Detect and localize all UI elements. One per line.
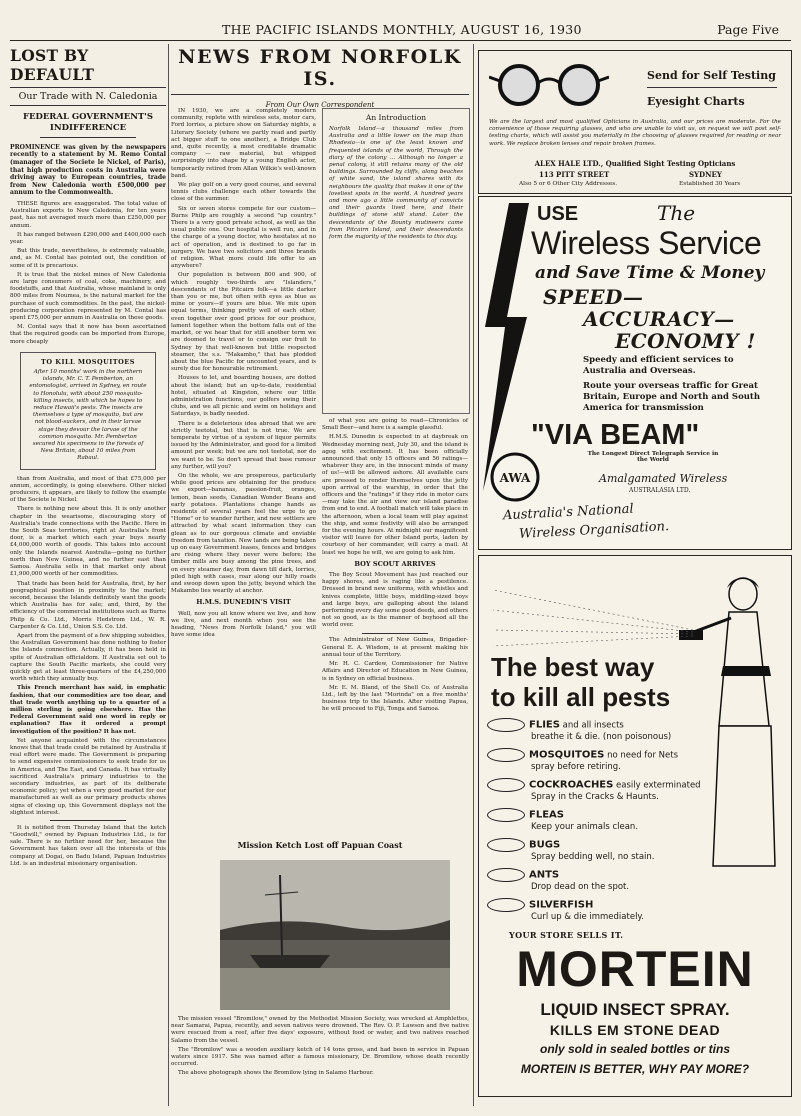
column-divider xyxy=(168,44,169,1106)
paragraph: That trade has been held for Australia, first, by her geographical position in proximity to the market; second, because the Islands definitely want the goods which Australia has for sale; and, third, by the efficiency of the commercial institutions such as Burns Philp & Co. Ltd., Morris Hedstrom Ltd., W. R. Carpenter & Co. Ltd., Union S.S. Co. Ltd. xyxy=(10,580,166,630)
pest-ants xyxy=(487,868,629,892)
paragraph: H.M.S. Dunedin is expected in at daybreak on Wednesday morning next, July 30, and the island is agog with excitement. It has been officially announced that only 15 officers and 56 ratings—whatever they are, in the innocent minds of many of us!—will be allowed ashore. All available cars are pressed to render themselves upon the jetty upon arrival of the warship, in order that the officers and the "ratings" if they ride in motor cars—may take the air and view our island paradise from end to end. A football match will take place in the afternoon, when a local team will play against the ship, and some festivity will also be arranged for the evening hours. At midnight our magnificent visitor will leave for other Island ports, laden by courtesy of her commander, will carry a mail. At least we hope he will, we are going to ask him. xyxy=(322,434,468,556)
paragraph: The Boy Scout Movement has just reached our happy shores, and is raging like a pestilence. Dressed in brand new uniforms, with whistles and knives complete, little boys, middling-sized boys and large boys, are galloping about the island performing every day some good deeds, and others not so good, as is the manner of boyhood all the world over. xyxy=(322,572,468,629)
pest-flies xyxy=(487,718,671,742)
box-text: Norfolk Island—a thousand miles from Australia and a little lower on the map than Rhodesia—is one of the least known and frequented islands of the world, Through the diary of the colony ... Although no longer a penal colony, it still retains many of the old buildings. Surrounded by cliffs, along beaches of white sand, the island shares with its neighbours the quality that makes it one of the loveliest spots in the world. A hundred years and more ago a little community of convicts and their guards lived here, and their buildings of stone still stand. Later the descendants of the Bounty mutineers came from Pitcairn Island, and their descendants form the majority of the residents to this day. xyxy=(329,126,463,241)
pest-text: Spray in the Cracks & Haunts. xyxy=(531,792,659,802)
publication-title: THE PACIFIC ISLANDS MONTHLY, AUGUST 16, 1930 xyxy=(222,22,582,37)
ad-also: Also 5 or 6 Other City Addresses. xyxy=(519,181,618,187)
headline: LOST BY DEFAULT xyxy=(10,46,95,84)
better-line: MORTEIN IS BETTER, WHY PAY MORE? xyxy=(520,1062,750,1076)
pest-silverfish xyxy=(487,898,644,922)
ad-speed: SPEED— xyxy=(543,285,644,309)
beam-subtitle: The Longest Direct Telegraph Service in the World xyxy=(587,451,719,463)
paragraph: But this trade, nevertheless, is extremely valuable, and, as M. Contal has pointed out, the condition of some of it is precarious. xyxy=(10,248,166,269)
pest-text: spray before retiring. xyxy=(531,762,621,772)
page-number: Page Five xyxy=(717,22,779,37)
pest-text: Spray bedding well, no stain. xyxy=(531,852,655,862)
product-name: LIQUID INSECT SPRAY. xyxy=(540,1000,730,1019)
pest-name: COCKROACHES xyxy=(529,779,614,791)
paragraph: Our population is between 800 and 900, of which roughly two-thirds are "Islanders," descendants of the Pitcairn folk—a little darker than you or me, but often with eyes as blue as mine or yours—if yours are blue. We mix upon equal terms, thinking pretty well of each other, even together over good prices for our produce, lament together when the bottom falls out of the market, or we hear that for still another term we are doomed to travel or to consign our fruit to Sydney by that well-known but little respected steamer, the s.s. "Makambo," that has plodded about the blue Pacific for uncounted years, and is surely due for honourable retirement. xyxy=(171,272,316,373)
section-heading: BOY SCOUT ARRIVES xyxy=(354,559,436,568)
pest-icon xyxy=(487,778,525,792)
ad-established: Established 30 Years xyxy=(679,181,741,187)
company-sub: AUSTRALASIA LTD. xyxy=(629,487,691,494)
paragraph: This French merchant has said, in emphatic fashion, that our commodities are too dear, and that trade worth anything up to a quarter of a million sterling is going elsewhere. Has the Federal Government said one word in reply or explanation? Has it ordered a prompt investigation of the position? It has not. xyxy=(10,685,166,735)
ketch-photo xyxy=(220,860,450,1010)
article-lost-by-default xyxy=(10,46,166,870)
paragraph: Mr. E. M. Bland, of the Shell Co. of Australia Ltd., left by the last "Morinda" on a five months' business trip to the Islands. After visiting Papua, he will proceed to Fiji, Tonga and Samoa. xyxy=(322,684,468,713)
awa-logo-text: AWA xyxy=(499,471,531,485)
box-title: TO KILL MOSQUITOES xyxy=(41,357,135,366)
pest-text: no need for Nets xyxy=(607,750,679,761)
optician-ad xyxy=(478,50,792,194)
ad-address: 113 PITT STREET xyxy=(539,170,610,179)
spray-mist-illustration xyxy=(493,580,693,650)
kills-line: KILLS EM STONE DEAD xyxy=(549,1022,721,1038)
norfolk-column-b xyxy=(322,418,468,716)
ad-body: We are the largest and most qualified Opticians in Australia, and our prices are moderate. For the convenience of those requiring glasses, and who are unable to visit us, on request we will post self-testing charts, which will assist you materially in the choosing of glasses required for reading or near work. We replace broken lenses and repair broken frames. xyxy=(489,119,781,147)
caption-text: The above photograph shows the Bromilow lying in Salamo Harbour. xyxy=(178,1070,374,1077)
lede-paragraph: PROMINENCE was given by the newspapers recently to a statement by M. Remo Contal (manager of the Societe le Nickel, of Paris), that high production costs in Australia were driving away to European countries, trade from New Caledonia worth £500,000 per annum to the Commonwealth. xyxy=(10,143,166,197)
mortein-ad xyxy=(478,555,792,1097)
caption-text: The mission vessel "Bromilow," owned by the Methodist Mission Society, was wrecked at Amphlettes, near Samarai, Papua, recently, and seven natives were drowned. The Rev. O. P. Lawson and five native were rescued from a reef, after five days' exposure, without food or water, and two natives reached Salamo from the vessel. xyxy=(171,1016,469,1044)
paragraph: We play golf on a very good course, and several tennis clubs challenge each other towards the close of the summer. xyxy=(171,182,316,203)
column-divider xyxy=(473,44,474,1106)
paragraph: than from Australia, and most of that £75,000 per annum, accordingly, is going elsewhere. Other nickel producers, it appears, are likely to follow the example of the Societe le Nickel. xyxy=(10,475,166,504)
paragraph: THESE figures are exaggerated. The total value of Australian exports to New Caledonia, for ten years past, has not averaged much more than £250,000 per annum. xyxy=(10,200,166,229)
ad-title: Wireless Service xyxy=(531,225,762,261)
pest-text: easily exterminated xyxy=(616,780,701,791)
pest-icon xyxy=(487,838,525,852)
paragraph: Six or seven stores compete for our custom—Burns Philp are roughly a second "up country." There is a very good private school, as well as the usual public one. Our hospital is well run, and in the charge of a young doctor, who hesitates at no act of operation, and is destined to go far in surgery. We have two solicitors and three brands of religion. What more could life offer to an anywhere? xyxy=(171,205,316,270)
store-line: YOUR STORE SELLS IT. xyxy=(509,930,624,940)
divider xyxy=(10,87,166,88)
pest-icon xyxy=(487,718,525,732)
pest-name: FLIES xyxy=(529,719,560,731)
divider xyxy=(362,633,428,634)
ad-use: USE xyxy=(537,203,579,225)
paragraph: It is notified from Thursday Island that the ketch "Goodwill," owned by Papuan Industries Ltd., is for sale. There is no further need for her, because the Government has taken over all the interests of this company at Dogai, on Badu Island, Papuan Industries Ltd. is an industrial missionary organisation. xyxy=(10,824,166,867)
byline: From Our Own Correspondent xyxy=(265,101,375,109)
paragraph: Well, now you all know where we live, and how we live, and next month when you see the heading, "News from Norfolk Island," you will have some idea xyxy=(171,610,316,639)
company-name: Amalgamated Wireless xyxy=(599,472,728,485)
pest-icon xyxy=(487,898,525,912)
wireless-ad xyxy=(478,196,792,550)
paragraph: Apart from the payment of a few shipping subsidies, the Australian Government has done nothing to foster the Islands connection. Actually, it has been held in spite of Australian officialdom. If Australia set out to capture the South Pacific markets, she could very quickly get at least three-quarters of the £4,250,000 worth which they annually buy. xyxy=(10,632,166,683)
paragraph: On the whole, we are prosperous, particularly while good prices are obtaining for the produce we export—bananas, passion-fruit, oranges, lemon, bean seeds, Canadian Wonder Beans and early potatoes. Plantations change hands as residents of several years feel the urge to go "Home" or to wander further, and new settlers are attracted by what scant information they can glean as to our gorgeous climate and enviable freedom from taxation. New lands are being taken up on easy Government leases, fences and bridges are rising where they never were before; the timber mills are busy among the pine trees, and on every steamer day, from dawn till dark, lorries, piled high with cases, roar along our hilly roads and swoop down upon the jetty, beyond which the Makambo lies wearily at anchor. xyxy=(171,472,316,595)
divider xyxy=(40,137,136,138)
section-heading: H.M.S. DUNEDIN'S VISIT xyxy=(196,598,291,607)
ad-body-2: Route your overseas traffic for Great Britain, Europe and North and South America for transmission xyxy=(583,381,761,413)
article-norfolk xyxy=(171,46,469,109)
pest-name: BUGS xyxy=(529,839,561,851)
pest-mosquitoes xyxy=(487,748,678,772)
spectacles-icon xyxy=(489,59,609,109)
mosquito-box xyxy=(20,352,156,470)
slogan-line-2: Wireless Organisation. xyxy=(518,519,670,542)
subheadline: Our Trade with N. Caledonia xyxy=(18,91,158,102)
ad-firm: ALEX HALE LTD., Qualified Sight Testing Opticians xyxy=(534,159,736,168)
pest-text: Drop dead on the spot. xyxy=(531,882,630,892)
ship-illustration xyxy=(220,860,450,1010)
paragraph: Houses to let, and boarding houses, are dotted about the island; but an up-to-date, residential hotel, situated at Kingston, where our little administration functions, our golfers swing their clubs, and we all picnic and swim on holidays and Saturdays, is badly needed. xyxy=(171,375,316,418)
pest-text: Keep your animals clean. xyxy=(531,822,639,832)
introduction-box xyxy=(322,108,470,414)
pest-bugs xyxy=(487,838,655,862)
paragraph: of what you are going to read—Chronicles of Small Beer—and here is a sample glassful. xyxy=(322,418,468,432)
slogan-line-1: Australia's National xyxy=(502,501,634,524)
paragraph: M. Contal says that it now has been ascertained that the required goods can be imported from Europe, more cheaply xyxy=(10,324,166,345)
header-rule xyxy=(10,40,791,41)
ad-economy: ECONOMY ! xyxy=(615,329,756,353)
only-sold-line: only sold in sealed bottles or tins xyxy=(539,1042,731,1056)
page-header xyxy=(0,22,801,40)
headline: NEWS FROM NORFOLK IS. xyxy=(178,46,462,90)
ad-city: SYDNEY xyxy=(689,170,722,179)
via-beam: "VIA BEAM" xyxy=(531,419,700,451)
paragraph: It has ranged between £290,000 and £400,000 each year. xyxy=(10,231,166,245)
pest-text: Curl up & die immediately. xyxy=(531,912,644,922)
photo-caption xyxy=(171,1016,469,1080)
brand-name: MORTEIN xyxy=(516,941,754,997)
ad-headline-1: The best way xyxy=(491,652,655,682)
paragraph: Mr. H. C. Cardew, Commissioner for Native Affairs and Director of Education in New Guinea, is in Sydney on official business. xyxy=(322,661,468,682)
pest-icon xyxy=(487,868,525,882)
paragraph: IN 1930, we are a completely modern community, replete with wireless sets, motor cars, Ford lorries, a picture show on Saturday nights, a Literary Society (where we partly read and partly act bigger stuff to one another), a Bridge Club and, quite recently, a most creditable dramatic company — raw material, but whipped surprisingly into shape by a young English actor, temporarily retired from Allan Wilkie's well-known band. xyxy=(171,108,316,179)
ad-the: The xyxy=(657,201,696,225)
pest-name: SILVERFISH xyxy=(529,899,594,911)
box-text: After 10 months' work in the northern islands, Mr. C. T. Pemberton, an entomologist, arrived in Sydney, en route to Honolulu, with about 250 mosquito-killing insects, with which he hopes to reduce Hawaii's pests. The insects are themselves a type of mosquito, but are not blood-suckers, and in their larvae stage they devour the larvae of the common mosquito. Mr. Pemberton secured his specimens in the forests of New Britain, about 10 miles from Rabaul. xyxy=(29,369,147,462)
box-title: An Introduction xyxy=(365,113,427,122)
paragraph: Yet anyone acquainted with the circumstances knows that that trade could be retained by Australia if real effort were made. The Government is preparing to send expensive commissioners to seek trade for us in America, and The East, and Canada. It has virtually sacrificed Australia's primary industries to the secondary industries, as part of its deliberate economic policy; yet when a very good market for our manufactured as well as our primary products shows signs of closing up, this Government displays not the slightest interest. xyxy=(10,737,166,816)
ad-cta: Send for Self Testing xyxy=(647,69,776,82)
divider xyxy=(10,105,166,106)
photo-title: Mission Ketch Lost off Papuan Coast xyxy=(237,840,403,850)
divider xyxy=(647,87,777,88)
pest-icon xyxy=(487,808,525,822)
section-heading: FEDERAL GOVERNMENT'S INDIFFERENCE xyxy=(22,112,154,133)
ad-tagline: and Save Time & Money xyxy=(535,263,765,283)
pest-icon xyxy=(487,748,525,762)
pest-cockroaches xyxy=(487,778,701,802)
caption-text: The "Bromilow" was a wooden auxiliary ketch of 14 tons gross, and had been in service in Papuan waters since 1917. She was named after a famous missionary, Dr. Bromilow, whose death recently occurred. xyxy=(171,1046,469,1068)
norfolk-column-a xyxy=(171,108,316,641)
divider xyxy=(50,820,126,821)
ad-subtitle: Eyesight Charts xyxy=(647,95,745,108)
paragraph: The Administrator of New Guinea, Brigadier-General E. A. Wisdom, is at present making his annual tour of the Territory. xyxy=(322,637,468,658)
pest-text: and all insects xyxy=(562,720,624,731)
pest-fleas xyxy=(487,808,638,832)
paragraph: There is a deleterious idea abroad that we are strictly teetotal, but that is not true. We are temperate by virtue of a system of liquor permits issued by the Administrator, and good for a limited amount per week; but we are not teetotal, nor do we want to be. So don't spread that base rumour any further, will you? xyxy=(171,420,316,470)
paragraph: There is nothing new about this. It is only another chapter in the wearisome, discouraging story of Australia's trade connections with the Pacific. Here in the South Seas territories, right at Australia's front door, is a market which each year buys nearly £4,000,000 worth of goods. This takes into account only the Islands nearest Australia—going no further north than New Guinea, and no further east than Samoa. Australia sells in that market only about £1,900,000 worth of her commodities. xyxy=(10,506,166,578)
woman-spraying-illustration xyxy=(679,566,785,886)
pest-text: breathe it & die. (non poisonous) xyxy=(531,732,672,742)
pest-name: ANTS xyxy=(529,869,560,881)
pest-name: MOSQUITOES xyxy=(529,749,605,761)
ad-headline-2: to kill all pests xyxy=(491,682,671,712)
paragraph: It is true that the nickel mines of New Caledonia are large consumers of coal, coke, machinery, and foodstuffs, and that Australia, whose mainland is only 800 miles from Noumea, is the natural market for the purchase of such commodities. In the past, the nickel-producing corporation represented by M. Contal has spent £75,000 per annum in Australia on these goods. xyxy=(10,271,166,321)
ad-body-1: Speedy and efficient services to Australia and Overseas. xyxy=(583,355,734,376)
divider xyxy=(171,94,469,95)
pest-name: FLEAS xyxy=(529,809,564,821)
ad-accuracy: ACCURACY— xyxy=(583,307,735,331)
